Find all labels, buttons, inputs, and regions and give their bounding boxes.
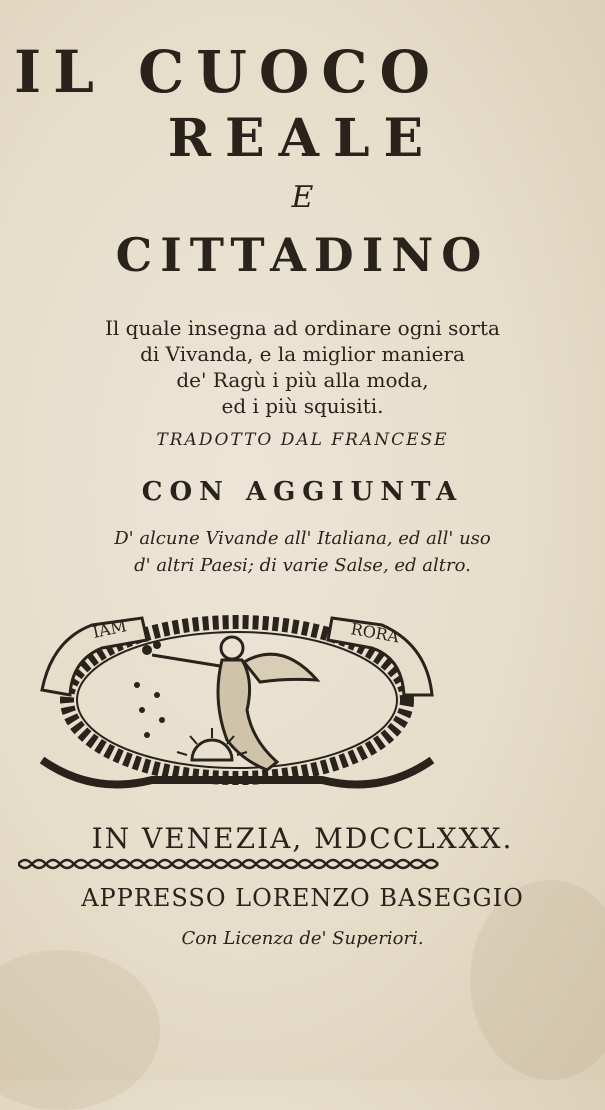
- banner-left-text: IAM: [90, 616, 129, 642]
- description-line: Il quale insegna ad ordinare ogni sorta: [105, 316, 500, 340]
- woodcut-vignette: [32, 600, 442, 805]
- title-line-4: CITTADINO: [115, 228, 490, 282]
- rising-sun: [192, 740, 232, 760]
- imprint-place-date: IN VENEZIA, MDCCLXXX.: [91, 822, 514, 855]
- title-line-2: REALE: [167, 108, 438, 169]
- addition-detail-line: D' alcune Vivande all' Italiana, ed all' uso: [114, 528, 491, 549]
- cherub-wing: [244, 654, 317, 682]
- addition-heading: CON AGGIUNTA: [141, 477, 464, 507]
- description-line: ed i più squisiti.: [221, 394, 384, 418]
- description-line: di Vivanda, e la miglior maniera: [140, 342, 465, 366]
- title-line-3: E: [291, 180, 314, 215]
- decorative-rule: [18, 855, 448, 873]
- imprint-license: Con Licenza de' Superiori.: [181, 928, 424, 949]
- imprint-printer: APPRESSO LORENZO BASEGGIO: [81, 884, 524, 912]
- title-line-1: IL CUOCO: [14, 38, 443, 106]
- description-line: de' Ragù i più alla moda,: [176, 368, 429, 392]
- addition-detail-line: d' altri Paesi; di varie Salse, ed altro.: [134, 555, 471, 576]
- cherub-arm: [152, 655, 220, 666]
- banner-right-text: RORA: [349, 619, 401, 647]
- translated-note: TRADOTTO DAL FRANCESE: [156, 430, 449, 450]
- cherub-head: [221, 637, 243, 659]
- paper-stain: [0, 950, 160, 1110]
